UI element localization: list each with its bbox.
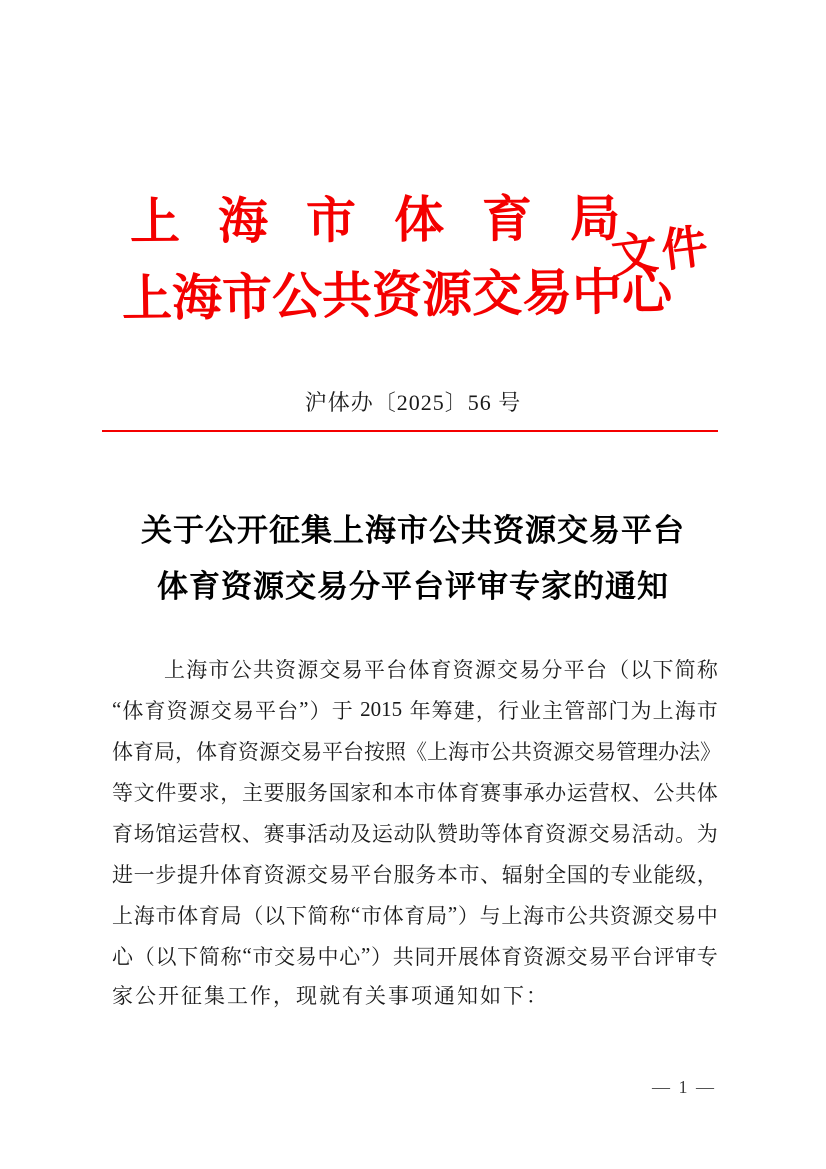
body-paragraph <box>112 648 721 1017</box>
letterhead-org-name-primary: 上海市体育局 <box>129 190 659 250</box>
doc-reference-number: 沪体办〔2025〕56 号 <box>304 390 522 415</box>
letterhead-org-name-secondary: 上海市公共资源交易中心 <box>121 263 673 327</box>
body-line: 体 育 局 ， 体 育 资 源 交 易 平 台 按 照 《 上 海 市 公 共 资 源 交 易 管 理 办 法 》 <box>112 739 721 764</box>
page-number: — 1 — <box>652 1077 716 1097</box>
body-line: “ 体 育 资 源 交 易 平 台 ” ） 于 2015 年 筹 建 ， 行 业 主 管 部 门 为 上 海 市 <box>112 697 718 723</box>
letterhead-doc-type-label: 文件 <box>608 220 715 283</box>
body-line-last: 家公开征集工作，现就有关事项通知如下： <box>112 984 549 1008</box>
red-separator-line <box>102 430 718 432</box>
body-line: 上 海 市 公 共 资 源 交 易 平 台 体 育 资 源 交 易 分 平 台 （ 以 下 简 称 <box>164 657 718 682</box>
body-line: 育 场 馆 运 营 权 、 赛 事 活 动 及 运 动 队 赞 助 等 体 育 资 源 交 易 活 动 。 为 <box>112 821 718 846</box>
document-title-line-1: 关于公开征集上海市公共资源交易平台 <box>141 513 685 548</box>
body-line: 进 一 步 提 升 体 育 资 源 交 易 平 台 服 务 本 市 、 辐 射 全 国 的 专 业 能 级 ， <box>112 862 718 887</box>
body-line: 心 （ 以 下 简 称 “ 市 交 易 中 心 ” ） 共 同 开 展 体 育 资 源 交 易 平 台 评 审 专 <box>112 943 718 969</box>
document-title-line-2: 体育资源交易分平台评审专家的通知 <box>157 569 669 604</box>
body-line: 上 海 市 体 育 局 （ 以 下 简 称 “ 市 体 育 局 ” ） 与 上 海 市 公 共 资 源 交 易 中 <box>112 902 718 928</box>
document-title <box>0 503 826 615</box>
body-line: 等 文 件 要 求 ， 主 要 服 务 国 家 和 本 市 体 育 赛 事 承 办 运 营 权 、 公 共 体 <box>112 780 718 805</box>
